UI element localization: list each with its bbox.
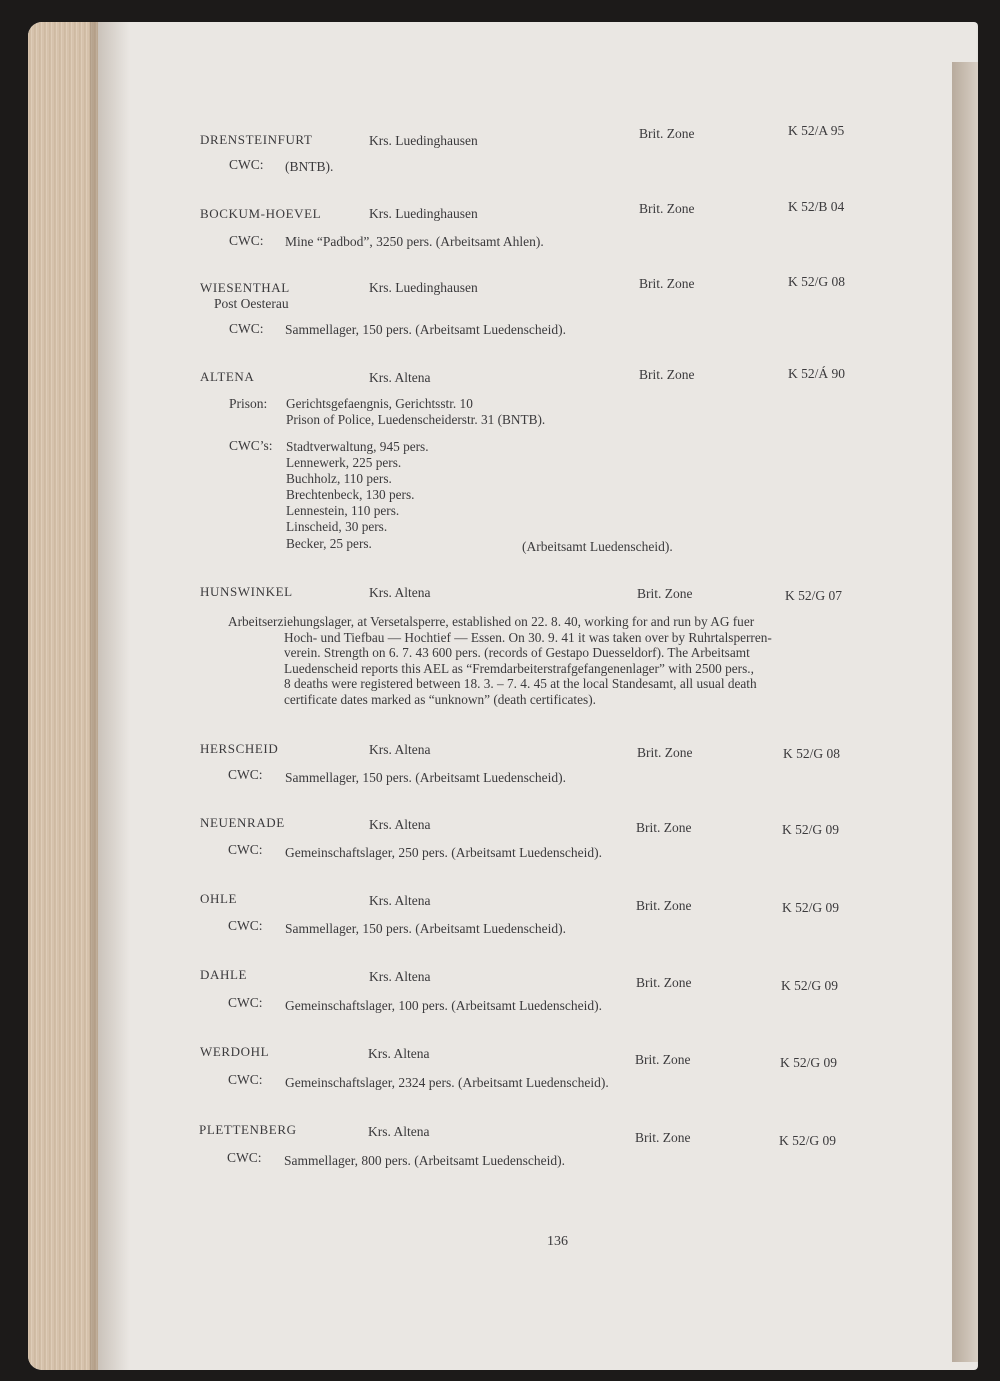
- entry-district: Krs. Luedinghausen: [369, 133, 478, 148]
- entry-cwc-text: Gemeinschaftslager, 100 pers. (Arbeitsamt Luedenscheid).: [285, 998, 602, 1013]
- paragraph-line: 8 deaths were registered between 18. 3. – 7. 4. 45 at the local Standesamt, all usual death: [284, 676, 757, 692]
- entry-district: Krs. Altena: [368, 1124, 430, 1139]
- entry-cwc-line: Stadtverwaltung, 945 pers.: [286, 439, 429, 454]
- entry-cwc-label: CWC’s:: [229, 438, 273, 453]
- entry-place: NEUENRADE: [200, 815, 285, 830]
- page-shadow: [90, 22, 130, 1370]
- entry-place: WIESENTHAL: [200, 280, 290, 295]
- entry-cwc-source: (Arbeitsamt Luedenscheid).: [522, 539, 673, 554]
- entry-reference: K 52/Á 90: [788, 366, 845, 381]
- facing-page-edge: [952, 62, 978, 1362]
- paragraph-line: Luedenscheid reports this AEL as “Fremdarbeiterstrafgefangenenlager” with 2500 pers.,: [284, 660, 754, 676]
- entry-place: DAHLE: [200, 967, 248, 982]
- entry-reference: K 52/G 09: [782, 822, 839, 837]
- entry-cwc-line: Becker, 25 pers.: [286, 536, 372, 551]
- entry-cwc-label: CWC:: [229, 233, 264, 248]
- page-edges: [28, 22, 98, 1370]
- entry-district: Krs. Altena: [369, 742, 431, 757]
- entry-cwc-text: Gemeinschaftslager, 250 pers. (Arbeitsamt Luedenscheid).: [285, 845, 602, 860]
- entry-cwc-label: CWC:: [229, 157, 264, 172]
- entry-cwc-label: CWC:: [228, 842, 263, 857]
- entry-cwc-text: Gemeinschaftslager, 2324 pers. (Arbeitsamt Luedenscheid).: [285, 1075, 609, 1090]
- entry-cwc-line: Brechtenbeck, 130 pers.: [286, 487, 415, 502]
- entry-place: BOCKUM-HOEVEL: [200, 206, 322, 221]
- entry-district: Krs. Altena: [369, 817, 431, 832]
- entry-district: Krs. Altena: [369, 585, 431, 600]
- entry-cwc-label: CWC:: [228, 918, 263, 933]
- entry-zone: Brit. Zone: [635, 1052, 691, 1067]
- entry-cwc-line: Lennewerk, 225 pers.: [286, 455, 402, 470]
- entry-zone: Brit. Zone: [639, 201, 695, 216]
- entry-place: OHLE: [200, 891, 238, 906]
- entry-zone: Brit. Zone: [637, 586, 693, 601]
- paragraph-line: Hoch- und Tiefbau — Hochtief — Essen. On 30. 9. 41 it was taken over by Ruhrtalsperren-: [284, 629, 772, 645]
- entry-district: Krs. Luedinghausen: [369, 280, 478, 295]
- entry-prison-label: Prison:: [229, 396, 268, 411]
- paragraph-line: verein. Strength on 6. 7. 43 600 pers. (records of Gestapo Duesseldorf). The Arbeitsamt: [284, 645, 750, 661]
- entry-cwc-label: CWC:: [229, 321, 264, 336]
- entry-zone: Brit. Zone: [635, 1130, 691, 1145]
- entry-cwc-text: Mine “Padbod”, 3250 pers. (Arbeitsamt Ahlen).: [285, 234, 544, 249]
- entry-district: Krs. Luedinghausen: [369, 206, 478, 221]
- entry-cwc-label: CWC:: [227, 1150, 262, 1165]
- entry-zone: Brit. Zone: [639, 367, 695, 382]
- entry-cwc-line: Linscheid, 30 pers.: [286, 519, 388, 534]
- entry-district: Krs. Altena: [369, 893, 431, 908]
- entry-reference: K 52/B 04: [788, 199, 845, 214]
- entry-zone: Brit. Zone: [639, 276, 695, 291]
- entry-cwc-line: Buchholz, 110 pers.: [286, 471, 392, 486]
- entry-place: PLETTENBERG: [199, 1122, 297, 1137]
- entry-cwc-text: Sammellager, 800 pers. (Arbeitsamt Luedenscheid).: [284, 1153, 565, 1168]
- entry-cwc-label: CWC:: [228, 767, 263, 782]
- entry-district: Krs. Altena: [369, 969, 431, 984]
- entry-place: WERDOHL: [200, 1044, 270, 1059]
- entry-cwc-label: CWC:: [228, 995, 263, 1010]
- entry-cwc-label: CWC:: [228, 1072, 263, 1087]
- entry-prison-line: Prison of Police, Luedenscheiderstr. 31 (BNTB).: [286, 412, 546, 427]
- entry-reference: K 52/G 09: [782, 900, 839, 915]
- entry-district: Krs. Altena: [368, 1046, 430, 1061]
- entry-zone: Brit. Zone: [636, 898, 692, 913]
- entry-zone: Brit. Zone: [639, 126, 695, 141]
- entry-cwc-line: Lennestein, 110 pers.: [286, 503, 400, 518]
- entry-place: ALTENA: [200, 369, 255, 384]
- entry-place: HERSCHEID: [200, 741, 279, 756]
- entry-cwc-text: Sammellager, 150 pers. (Arbeitsamt Luedenscheid).: [285, 770, 566, 785]
- entry-cwc-text: (BNTB).: [285, 159, 334, 174]
- page-number: 136: [547, 1234, 568, 1249]
- entry-reference: K 52/G 08: [783, 746, 840, 761]
- entry-reference: K 52/G 09: [779, 1133, 836, 1148]
- entry-zone: Brit. Zone: [636, 975, 692, 990]
- entry-reference: K 52/G 08: [788, 274, 845, 289]
- entry-reference: K 52/G 07: [785, 588, 842, 603]
- entry-reference: K 52/G 09: [781, 978, 838, 993]
- entry-prison-line: Gerichtsgefaengnis, Gerichtsstr. 10: [286, 396, 473, 411]
- entry-reference: K 52/G 09: [780, 1055, 837, 1070]
- entry-zone: Brit. Zone: [636, 820, 692, 835]
- entry-cwc-text: Sammellager, 150 pers. (Arbeitsamt Luedenscheid).: [285, 921, 566, 936]
- entry-place: DRENSTEINFURT: [200, 132, 313, 147]
- entry-reference: K 52/A 95: [788, 123, 845, 138]
- entry-zone: Brit. Zone: [637, 745, 693, 760]
- paragraph-line: certificate dates marked as “unknown” (death certificates).: [284, 691, 596, 707]
- entry-place: HUNSWINKEL: [200, 584, 293, 599]
- entry-paragraph: [228, 614, 932, 708]
- entry-district: Krs. Altena: [369, 370, 431, 385]
- entry-cwc-text: Sammellager, 150 pers. (Arbeitsamt Luedenscheid).: [285, 322, 566, 337]
- paragraph-line: Arbeitserziehungslager, at Versetalsperre, established on 22. 8. 40, working for and run by AG fuer: [228, 614, 755, 629]
- entry-subplace: Post Oesterau: [214, 296, 289, 311]
